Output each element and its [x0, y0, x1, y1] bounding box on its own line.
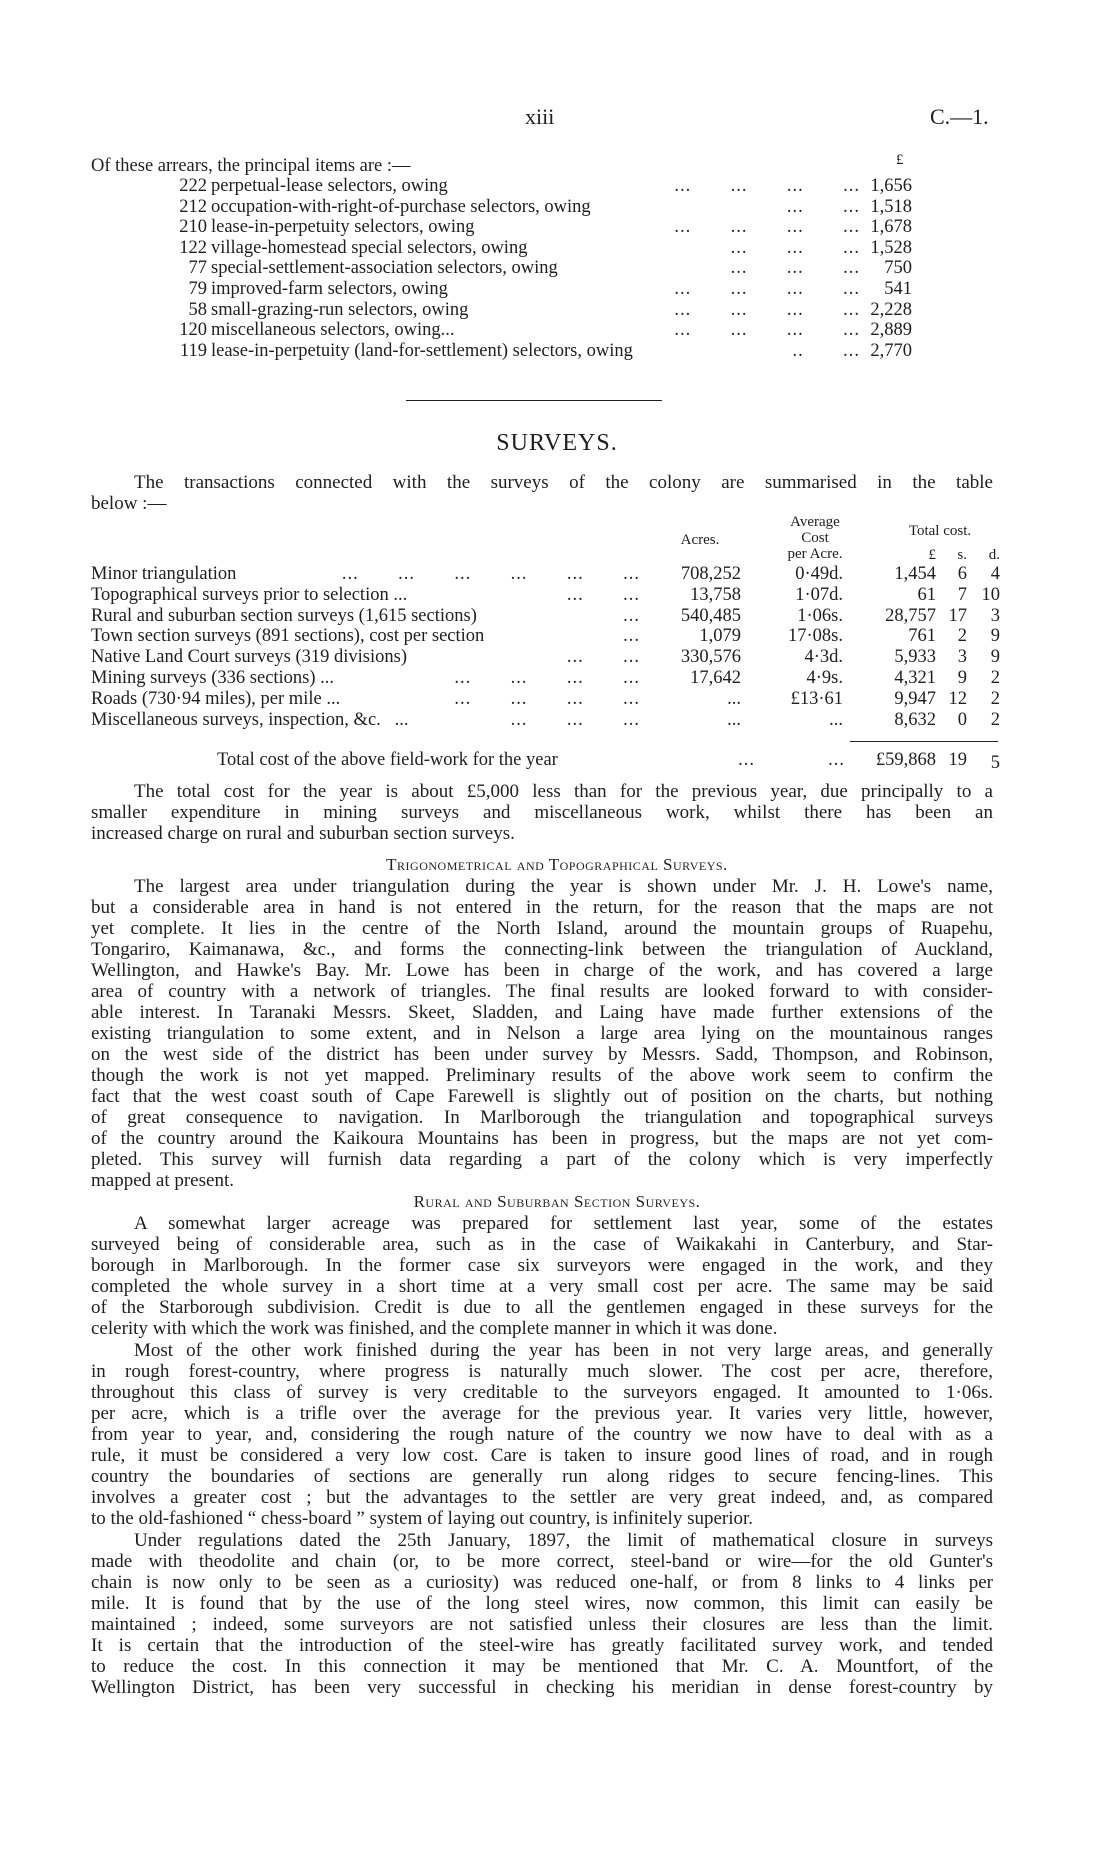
row-shillings: 9: [957, 668, 967, 688]
row-pounds: 1,454: [894, 564, 936, 584]
arrears-amount: 1,518: [870, 196, 912, 217]
text-line: borough in Marlborough. In the former case six surveyors were engaged in the work, and they: [91, 1255, 993, 1276]
row-acres: 330,576: [680, 647, 741, 668]
row-shillings: 17: [948, 605, 967, 626]
row-pence: 9: [990, 647, 1000, 668]
arrears-amount: 2,889: [870, 320, 912, 341]
arrears-item: [0, 238, 1114, 259]
arrears-label: miscellaneous selectors, owing...: [211, 320, 455, 341]
total-label: Total cost of the above field-work for the year: [217, 750, 558, 770]
arrears-count: 58: [188, 299, 207, 320]
arrears-label: village-homestead special selectors, owing: [211, 237, 528, 258]
row-average-cost: 1·07d.: [795, 584, 843, 605]
row-acres: 540,485: [680, 605, 741, 626]
col-header-acres: Acres.: [680, 532, 720, 548]
row-acres: 708,252: [680, 564, 741, 584]
row-shillings: 7: [957, 584, 967, 605]
text-line: in rough forest-country, where progress is naturally much slower. The cost per acre, therefore,: [91, 1361, 993, 1382]
arrears-amount: 1,678: [870, 217, 912, 238]
arrears-amount: 750: [884, 258, 912, 279]
arrears-amount: 2,770: [870, 340, 912, 361]
text-line: of the Starborough subdivision. Credit is due to all the gentlemen engaged in these surveys for the: [91, 1297, 993, 1318]
arrears-count: 77: [188, 258, 207, 279]
text-line: existing triangulation to some extent, and in Nelson a large area lying on the mountainous ranges: [91, 1023, 993, 1044]
total-rule: [850, 741, 998, 742]
text-line: fact that the west coast south of Cape Farewell is slightly out of position on the charts, but nothing: [91, 1086, 993, 1107]
text-line: per acre, which is a trifle over the average for the previous year. It varies very little, however,: [91, 1403, 993, 1424]
arrears-label: improved-farm selectors, owing: [211, 279, 448, 299]
arrears-leaders: ... ... ... ...: [674, 320, 860, 341]
arrears-amount: 541: [884, 279, 912, 299]
text-line: maintained ; indeed, some surveyors are not satisfied unless their closures are less than the limit.: [91, 1614, 993, 1635]
row-label: Town section surveys (891 sections), cost per section: [91, 626, 485, 647]
col-header-average-line: Cost: [801, 530, 829, 546]
table-row: [0, 710, 1114, 731]
arrears-label: perpetual-lease selectors, owing: [211, 176, 448, 196]
arrears-item: [0, 197, 1114, 218]
text-line: A somewhat larger acreage was prepared for settlement last year, some of the estates: [134, 1213, 993, 1234]
arrears-label: lease-in-perpetuity selectors, owing: [211, 217, 475, 238]
row-pounds: 9,947: [894, 688, 936, 709]
total-shillings: 19: [948, 750, 967, 770]
text-line: surveyed being of considerable area, such as in the case of Waikakahi in Canterbury, and Star-: [91, 1234, 993, 1255]
arrears-count: 119: [179, 340, 207, 361]
unit-pence: d.: [988, 547, 1000, 563]
text-line: area of country with a network of triangles. The final results are looked forward to with consider-: [91, 981, 993, 1002]
row-acres: 17,642: [690, 668, 741, 688]
row-label: Miscellaneous surveys, inspection, &c. ...: [91, 709, 409, 730]
arrears-leaders: ... ... ... ...: [674, 299, 860, 320]
arrears-count: 122: [179, 237, 207, 258]
row-pence: 10: [981, 584, 1000, 605]
arrears-label: small-grazing-run selectors, owing: [211, 299, 469, 320]
row-leaders: ...: [623, 605, 640, 626]
arrears-item: [0, 300, 1114, 321]
arrears-amount: 1,656: [870, 176, 912, 196]
arrears-count: 210: [179, 217, 207, 238]
arrears-leaders: ... ... ... ...: [674, 217, 860, 238]
unit-shillings: s.: [957, 547, 967, 563]
text-line: involves a greater cost ; but the advantages to the settler are very great indeed, and, as compared: [91, 1487, 993, 1508]
text-line: but a considerable area in hand is not entered in the return, for the reason that the maps are not: [91, 897, 993, 918]
arrears-item: [0, 320, 1114, 341]
row-leaders: ... ... ... ...: [454, 668, 640, 688]
row-pence: 3: [990, 605, 1000, 626]
row-shillings: 0: [957, 709, 967, 730]
arrears-amount: 2,228: [870, 299, 912, 320]
text-line: Wellington, and Hawke's Bay. Mr. Lowe has been in charge of the work, and has covered a large: [91, 960, 993, 981]
row-leaders: ... ... ...: [510, 709, 640, 730]
page-number: xiii: [525, 104, 555, 129]
table-row: [0, 606, 1114, 627]
heading-rural: Rural and Suburban Section Surveys.: [413, 1192, 701, 1211]
text-line: on the west side of the district has been under survey by Messrs. Sadd, Thompson, and Robinson,: [91, 1044, 993, 1065]
row-pence: 4: [990, 564, 1000, 584]
text-line: to the old-fashioned “ chess-board ” system of laying out country, is infinitely superior.: [91, 1508, 754, 1529]
arrears-label: occupation-with-right-of-purchase selectors, owing: [211, 196, 591, 217]
row-acres: ...: [727, 709, 741, 730]
table-row: [0, 668, 1114, 689]
text-line: to reduce the cost. In this connection it may be mentioned that Mr. C. A. Mountfort, of the: [91, 1656, 993, 1677]
row-pence: 2: [990, 709, 1000, 730]
row-label: Native Land Court surveys (319 divisions): [91, 647, 407, 668]
row-pounds: 28,757: [885, 605, 936, 626]
arrears-currency: £: [896, 152, 904, 168]
table-row: [0, 689, 1114, 710]
arrears-label: special-settlement-association selectors, owing: [211, 258, 558, 279]
row-pounds: 61: [917, 584, 936, 605]
table-row: [0, 647, 1114, 668]
arrears-count: 222: [179, 176, 207, 196]
row-leaders: ... ... ... ... ... ...: [341, 564, 640, 584]
row-pounds: 5,933: [894, 647, 936, 668]
text-line: throughout this class of survey is very creditable to the surveyors engaged. It amounted to 1·06s.: [91, 1382, 993, 1403]
arrears-leaders: ... ... ... ...: [674, 176, 860, 196]
table-row: [0, 626, 1114, 647]
text-line: mile. It is found that by the use of the long steel wires, now common, this limit can easily be: [91, 1593, 993, 1614]
text-line: The total cost for the year is about £5,000 less than for the previous year, due principally to a: [134, 781, 993, 802]
text-line: Most of the other work finished during the year has been in not very large areas, and generally: [134, 1340, 993, 1361]
col-header-total-cost: Total cost.: [908, 523, 972, 539]
arrears-intro: Of these arrears, the principal items are :—: [91, 156, 411, 176]
text-line: completed the whole survey in a short time at a very small cost per acre. The same may be said: [91, 1276, 993, 1297]
row-leaders: ... ... ... ...: [454, 688, 640, 709]
row-average-cost: 4·3d.: [804, 647, 843, 668]
row-average-cost: ...: [829, 709, 843, 730]
row-label: Minor triangulation: [91, 564, 237, 584]
arrears-leaders: ... ...: [786, 196, 860, 217]
table-row: [0, 564, 1114, 585]
text-line: though the work is not yet mapped. Preliminary results of the above work seem to confirm the: [91, 1065, 993, 1086]
row-leaders: ... ...: [566, 647, 640, 668]
row-average-cost: 17·08s.: [788, 626, 843, 647]
arrears-amount: 1,528: [870, 237, 912, 258]
row-label: Mining surveys (336 sections) ...: [91, 668, 335, 688]
table-total-row: [0, 750, 1114, 771]
text-line: The largest area under triangulation during the year is shown under Mr. J. H. Lowe's name,: [134, 876, 993, 897]
arrears-item: [0, 258, 1114, 279]
col-header-average-line: Average: [790, 514, 840, 530]
arrears-count: 212: [179, 196, 207, 217]
section-title: SURVEYS.: [496, 430, 618, 456]
arrears-item: [0, 176, 1114, 197]
row-pence: 9: [990, 626, 1000, 647]
text-line: smaller expenditure in mining surveys and miscellaneous work, whilst there has been an: [91, 801, 993, 823]
arrears-item: [0, 217, 1114, 238]
row-shillings: 3: [957, 647, 967, 668]
text-line: pleted. This survey will furnish data regarding a part of the colony which is very imperfectly: [91, 1149, 993, 1170]
row-acres: ...: [727, 688, 741, 709]
arrears-label: lease-in-perpetuity (land-for-settlement) selectors, owing: [211, 340, 633, 361]
arrears-count: 120: [179, 320, 207, 341]
row-leaders: ...: [623, 626, 640, 647]
text-line: rule, it must be considered a very low cost. Care is taken to insure good lines of road, and in rough: [91, 1445, 993, 1466]
text-line: of the country around the Kaikoura Mountains has been in progress, but the maps are not yet com-: [91, 1128, 993, 1149]
total-pounds: £59,868: [875, 750, 936, 770]
arrears-item: [0, 279, 1114, 300]
row-shillings: 12: [948, 688, 967, 709]
text-line: of great consequence to navigation. In Marlborough the triangulation and topographical surveys: [91, 1107, 993, 1128]
row-pounds: 4,321: [894, 668, 936, 688]
col-header-average-line: per Acre.: [787, 546, 843, 562]
text-line: chain is now only to be seen as a curiosity) was reduced one-half, or from 8 links to 4 links per: [91, 1572, 993, 1593]
text-line: made with theodolite and chain (or, to be more correct, steel-band or wire—for the old Gunter's: [91, 1551, 993, 1572]
row-average-cost: 0·49d.: [795, 564, 843, 584]
row-average-cost: £13·61: [790, 688, 843, 709]
total-leaders: ... ...: [738, 750, 845, 770]
row-average-cost: 4·9s.: [806, 668, 843, 688]
col-header-units: [0, 545, 1114, 566]
text-line: The transactions connected with the surveys of the colony are summarised in the table: [134, 472, 993, 493]
text-line: Tongariro, Kaimanawa, &c., and forms the connecting-link between the triangulation of Auckland,: [91, 939, 993, 960]
row-label: Topographical surveys prior to selection ...: [91, 584, 408, 605]
row-shillings: 6: [957, 564, 967, 584]
arrears-leaders: ... ... ...: [730, 258, 860, 279]
row-pounds: 8,632: [894, 709, 936, 730]
text-line: Wellington District, has been very successful in checking his meridian in dense forest-country by: [91, 1677, 993, 1698]
row-label: Roads (730·94 miles), per mile ...: [91, 688, 341, 709]
text-line: from year to year, and, considering the rough nature of the country we now have to deal with as a: [91, 1424, 993, 1445]
row-pounds: 761: [908, 626, 936, 647]
text-line: country the boundaries of sections are generally run along ridges to secure fencing-lines. This: [91, 1466, 993, 1487]
row-pence: 2: [990, 688, 1000, 709]
unit-pounds: £: [928, 547, 936, 563]
row-leaders: ... ...: [566, 584, 640, 605]
arrears-leaders: ... ... ...: [730, 237, 860, 258]
text-line: able interest. In Taranaki Messrs. Skeet, Sladden, and Laing have made further extensions of the: [91, 1002, 993, 1023]
arrears-item: [0, 341, 1114, 362]
text-line: mapped at present.: [91, 1170, 234, 1191]
text-line: increased charge on rural and suburban section surveys.: [91, 822, 515, 844]
row-acres: 1,079: [699, 626, 741, 647]
row-average-cost: 1·06s.: [797, 605, 843, 626]
table-row: [0, 585, 1114, 606]
document-reference: C.—1.: [930, 104, 989, 129]
row-acres: 13,758: [690, 584, 741, 605]
arrears-leaders: ... ... ... ...: [674, 279, 860, 299]
total-pence: 5: [990, 753, 1000, 773]
arrears-count: 79: [188, 279, 207, 299]
text-line: It is certain that the introduction of the steel-wire has greatly facilitated survey work, and tended: [91, 1635, 993, 1656]
text-line: yet complete. It lies in the centre of the North Island, around the mountain groups of Ruapehu,: [91, 918, 993, 939]
text-line: celerity with which the work was finished, and the complete manner in which it was done.: [91, 1318, 778, 1339]
row-label: Rural and suburban section surveys (1,615 sections): [91, 605, 477, 626]
row-shillings: 2: [957, 626, 967, 647]
row-pence: 2: [990, 668, 1000, 688]
section-divider: [406, 400, 662, 401]
text-line: Under regulations dated the 25th January, 1897, the limit of mathematical closure in surveys: [134, 1530, 993, 1551]
arrears-leaders: .. ...: [792, 340, 860, 361]
heading-trigonometrical: Trigonometrical and Topographical Surveys.: [386, 855, 728, 874]
text-line: below :—: [91, 493, 167, 514]
